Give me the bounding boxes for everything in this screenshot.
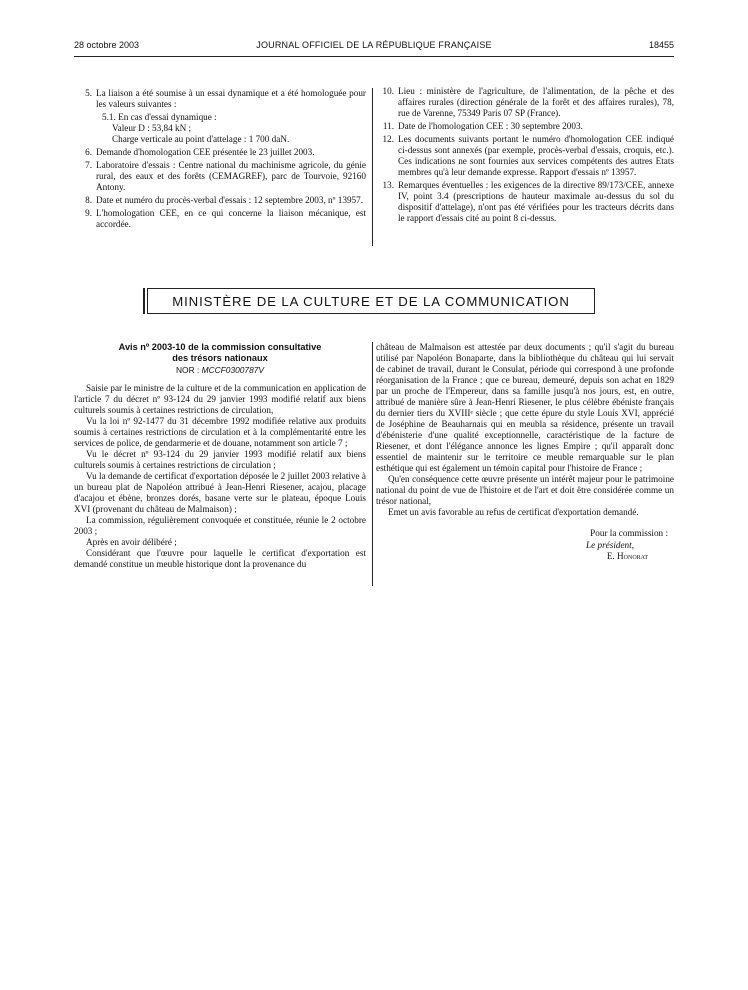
header-rule <box>74 56 674 57</box>
page-header <box>74 40 674 54</box>
list-item <box>74 147 366 158</box>
avis-title <box>74 342 366 364</box>
item-text: Les documents suivants portant le numéro d'homologation CEE indiqué ci-dessus sont annexés (par exemple, procès-verbal d'essais, croquis, etc.). Ces indications ne sont fournies aux services compétents des autres Etats membres qu'à leur demande expresse. Rapport d'essais nº 13957. <box>398 134 674 177</box>
list-item <box>376 134 674 178</box>
list-item <box>376 180 674 224</box>
item-text: Remarques éventuelles : les exigences de la directive 89/173/CEE, annexe IV, point 3.4 (prescriptions de hauteur maximale au-dessus du sol du dispositif d'attelage), n'ont pas été vérifiées pour les tracteurs décrits dans le rapport d'essais cité au point 8 ci-dessus. <box>398 180 674 223</box>
paragraph: Vu le décret nº 93-124 du 29 janvier 1993 modifié relatif aux biens culturels soumis à certaines restrictions de circulation ; <box>74 449 366 470</box>
item-text: Demande d'homologation CEE présentée le 23 juillet 2003. <box>96 147 315 157</box>
avis-left-column <box>74 342 366 570</box>
list-item <box>74 88 366 110</box>
list-item <box>74 160 366 193</box>
item-number: 10. <box>382 86 394 96</box>
signature-block <box>376 528 674 563</box>
paragraph: Emet un avis favorable au refus de certificat d'exportation demandé. <box>388 507 639 517</box>
avis-title-line2: des trésors nationaux <box>172 353 268 363</box>
item-text: Date et numéro du procès-verbal d'essais : 12 septembre 2003, nº 13957. <box>96 195 364 205</box>
item-number: 9. <box>85 208 92 218</box>
item-text: Laboratoire d'essais : Centre national du machinisme agricole, du génie rural, des eaux et des forêts (CEMAGREF), parc de Tourvoie, 92160 Antony. <box>96 160 366 192</box>
signature-line-commission: Pour la commission : <box>590 528 668 538</box>
item-number: 11. <box>382 121 394 131</box>
avis-title-line1: Avis nº 2003-10 de la commission consultative <box>118 342 322 352</box>
paragraph: château de Malmaison est attestée par deux documents ; qu'il s'agit du bureau utilisé par Napoléon Bonaparte, dans la bibliothèque du château qui lui servait de cabinet de travail, durant le Consulat, période qui correspond à une profonde réorganisation de la France ; que ce bureau, demeuré, depuis son achat en 1829 par un proche de l'Empereur, dans sa famille jusqu'à nos jours, est, en outre, attribué de manière sûre à Jean-Henri Riesener, le plus célèbre ébéniste français du dernier tiers du XVIIIᵉ siècle ; que cette épure du style Louis XVI, apprécié de Joséphine de Beauharnais qui en meubla sa résidence, présente un travail d'ébénisterie d'une qualité exceptionnelle, caractéristique de la facture de Riesener, et dont l'élégance annonce les lignes Empire ; qu'il apparaît donc essentiel de maintenir sur le territoire ce meuble remarquable sur le plan esthétique qui est également un témoin capital pour l'histoire de France ; <box>376 342 674 473</box>
ministry-banner <box>147 288 595 314</box>
paragraph: Saisie par le ministre de la culture et de la communication en application de l'article 7 du décret nº 93-124 du 29 janvier 1993 modifié relatif aux biens culturels soumis à certaines restrictions de circulation, <box>74 383 366 415</box>
item-text: L'homologation CEE, en ce qui concerne la liaison mécanique, est accordée. <box>96 208 366 229</box>
paragraph: La commission, régulièrement convoquée et constituée, réunie le 2 octobre 2003 ; <box>74 515 366 536</box>
item-number: 13. <box>382 180 394 190</box>
column-divider <box>372 88 373 246</box>
list-item <box>376 121 674 132</box>
sub-item-charge: Charge verticale au point d'attelage : 1 700 daN. <box>112 134 290 144</box>
item-text: La liaison a été soumise à un essai dynamique et a été homologuée pour les valeurs suivantes : <box>96 88 366 109</box>
column-divider <box>372 342 373 586</box>
avis-right-column <box>376 342 674 563</box>
item-text: Date de l'homologation CEE : 30 septembre 2003. <box>398 121 583 131</box>
paragraph: Qu'en conséquence cette œuvre présente un intérêt majeur pour le patrimoine national du point de vue de l'histoire et de l'art et doit être considérée comme un trésor national, <box>376 474 674 506</box>
item-number: 12. <box>382 134 394 144</box>
item-text: Lieu : ministère de l'agriculture, de l'alimentation, de la pêche et des affaires rurales (direction générale de la forêt et des affaires rurales), 78, rue de Varenne, 75349 Paris 07 SP (France). <box>398 86 674 118</box>
ministry-title: MINISTÈRE DE LA CULTURE ET DE LA COMMUNICATION <box>172 293 570 309</box>
item-number: 7. <box>85 160 92 170</box>
sub-item-value: Valeur D : 53,84 kN ; <box>112 123 192 133</box>
list-item <box>74 195 366 206</box>
signature-name: E. Honorat <box>606 551 648 561</box>
list-item <box>376 86 674 119</box>
ministry-banner-bar <box>143 288 145 314</box>
list-item <box>74 208 366 230</box>
item-number: 6. <box>85 147 92 157</box>
item-number: 5. <box>85 88 92 98</box>
paragraph: Considérant que l'œuvre pour laquelle le certificat d'exportation est demandé constitue un meuble historique dont la provenance du <box>74 548 366 569</box>
paragraph: Après en avoir délibéré ; <box>86 537 177 547</box>
journal-title: JOURNAL OFFICIEL DE LA RÉPUBLIQUE FRANÇAISE <box>256 40 492 50</box>
nor-code: MCCF0300787V <box>201 365 264 375</box>
sub-item: 5.1. En cas d'essai dynamique : <box>102 112 217 122</box>
issue-date: 28 octobre 2003 <box>74 40 140 50</box>
paragraph: Vu la loi nº 92-1477 du 31 décembre 1992 modifiée relative aux produits soumis à certaines restrictions de circulation et à la complémentarité entre les services de police, de gendarmerie et de douane, notamment son article 7 ; <box>74 416 366 448</box>
page-number: 18455 <box>648 40 674 50</box>
signature-line-president: Le président, <box>586 539 634 550</box>
nor-reference <box>74 365 366 376</box>
top-left-column <box>74 88 366 232</box>
paragraph: Vu la demande de certificat d'exportation déposée le 2 juillet 2003 relative à un bureau plat de Napoléon attribué à Jean-Henri Riesener, acajou, placage d'acajou et ébène, bronzes dorés, basane verte sur le plateau, époque Louis XVI (provenant du château de Malmaison) ; <box>74 471 366 514</box>
nor-label: NOR : <box>176 365 200 375</box>
item-number: 8. <box>85 195 92 205</box>
top-right-column <box>376 86 674 226</box>
